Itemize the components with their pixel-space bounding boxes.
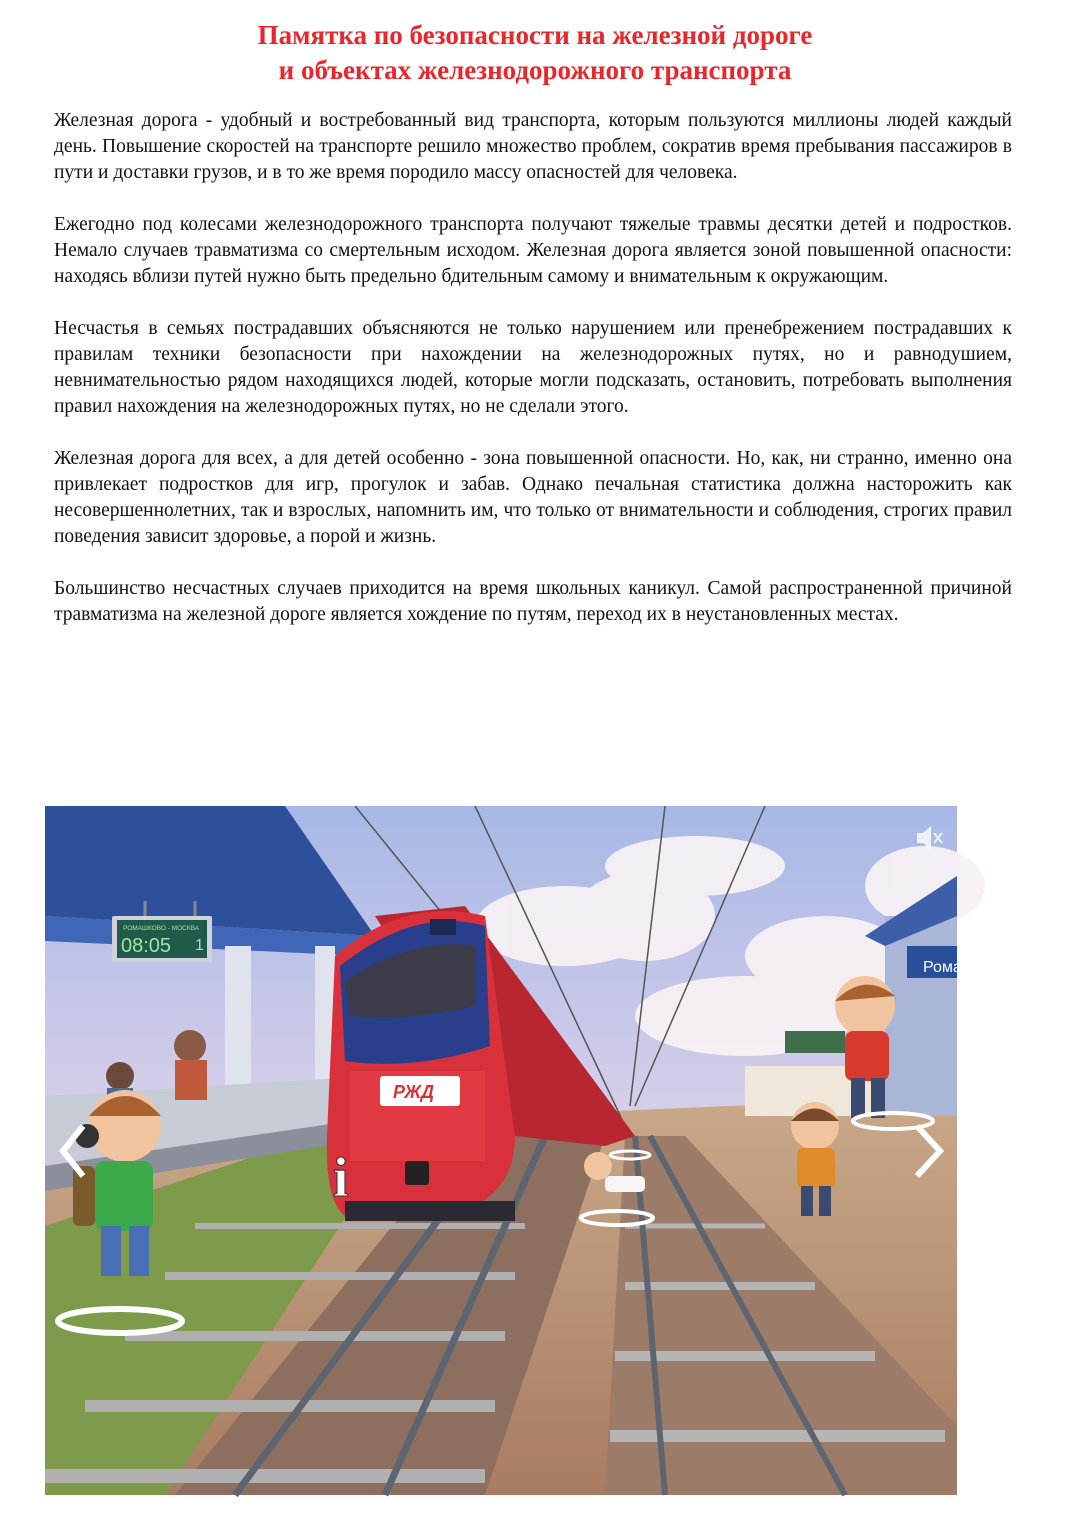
paragraph: Большинство несчастных случаев приходится на время школьных каникул. Самой распространенной причиной травматизма на железной дороге является хождение по путям, переход их в неустановленных местах. xyxy=(54,578,1012,625)
paragraph: Ежегодно под колесами железнодорожного транспорта получают тяжелые травмы десятки детей и подростков. Немало случаев травматизма со смертельным исходом. Железная дорога является зоной повышенной опасности: находясь вблизи путей нужно быть предельно бдительным самому и внимательным к окружающим. xyxy=(54,214,1012,287)
board-route: РОМАШКОВО - МОСКВА xyxy=(123,925,200,932)
title-line-2: и объектах железнодорожного транспорта xyxy=(278,55,792,85)
document-body xyxy=(54,108,1012,654)
paragraph: Железная дорога для всех, а для детей особенно - зона повышенной опасности. Но, как, ни странно, именно она привлекает подростков для игр, прогулок и забав. Однако печальная статистика должна насторожить как несовершеннолетних, так и взрослых, напомнить им, что только от внимательности и соблюдения, строгих правил поведения зависит здоровье, а порой и жизнь. xyxy=(54,448,1012,547)
railway-safety-illustration xyxy=(45,806,962,1495)
board-time: 08:05 xyxy=(121,935,172,957)
station-sign: Рома xyxy=(923,959,962,976)
title-line-1: Памятка по безопасности на железной дороге xyxy=(257,20,813,50)
info-icon[interactable] xyxy=(333,1147,349,1209)
train-logo: РЖД xyxy=(393,1082,435,1102)
paragraph: Железная дорога - удобный и востребованный вид транспорта, которым пользуются миллионы людей каждый день. Повышение скоростей на транспорте решило множество проблем, сократив время пребывания пассажиров в пути и доставки грузов, и в то же время породило массу опасностей для человека. xyxy=(54,110,1012,183)
board-track: 1 xyxy=(195,937,204,954)
info-label: i xyxy=(333,1147,349,1209)
page-title xyxy=(0,18,1070,88)
paragraph: Несчастья в семьях пострадавших объясняются не только нарушением или пренебрежением пострадавших к правилам техники безопасности при нахождении на железнодорожных путях, но и равнодушием, невнимательностью рядом находящихся людей, которые могли подсказать, остановить, потребовать выполнения правил нахождения на железнодорожных путях, но не сделали этого. xyxy=(54,318,1012,417)
